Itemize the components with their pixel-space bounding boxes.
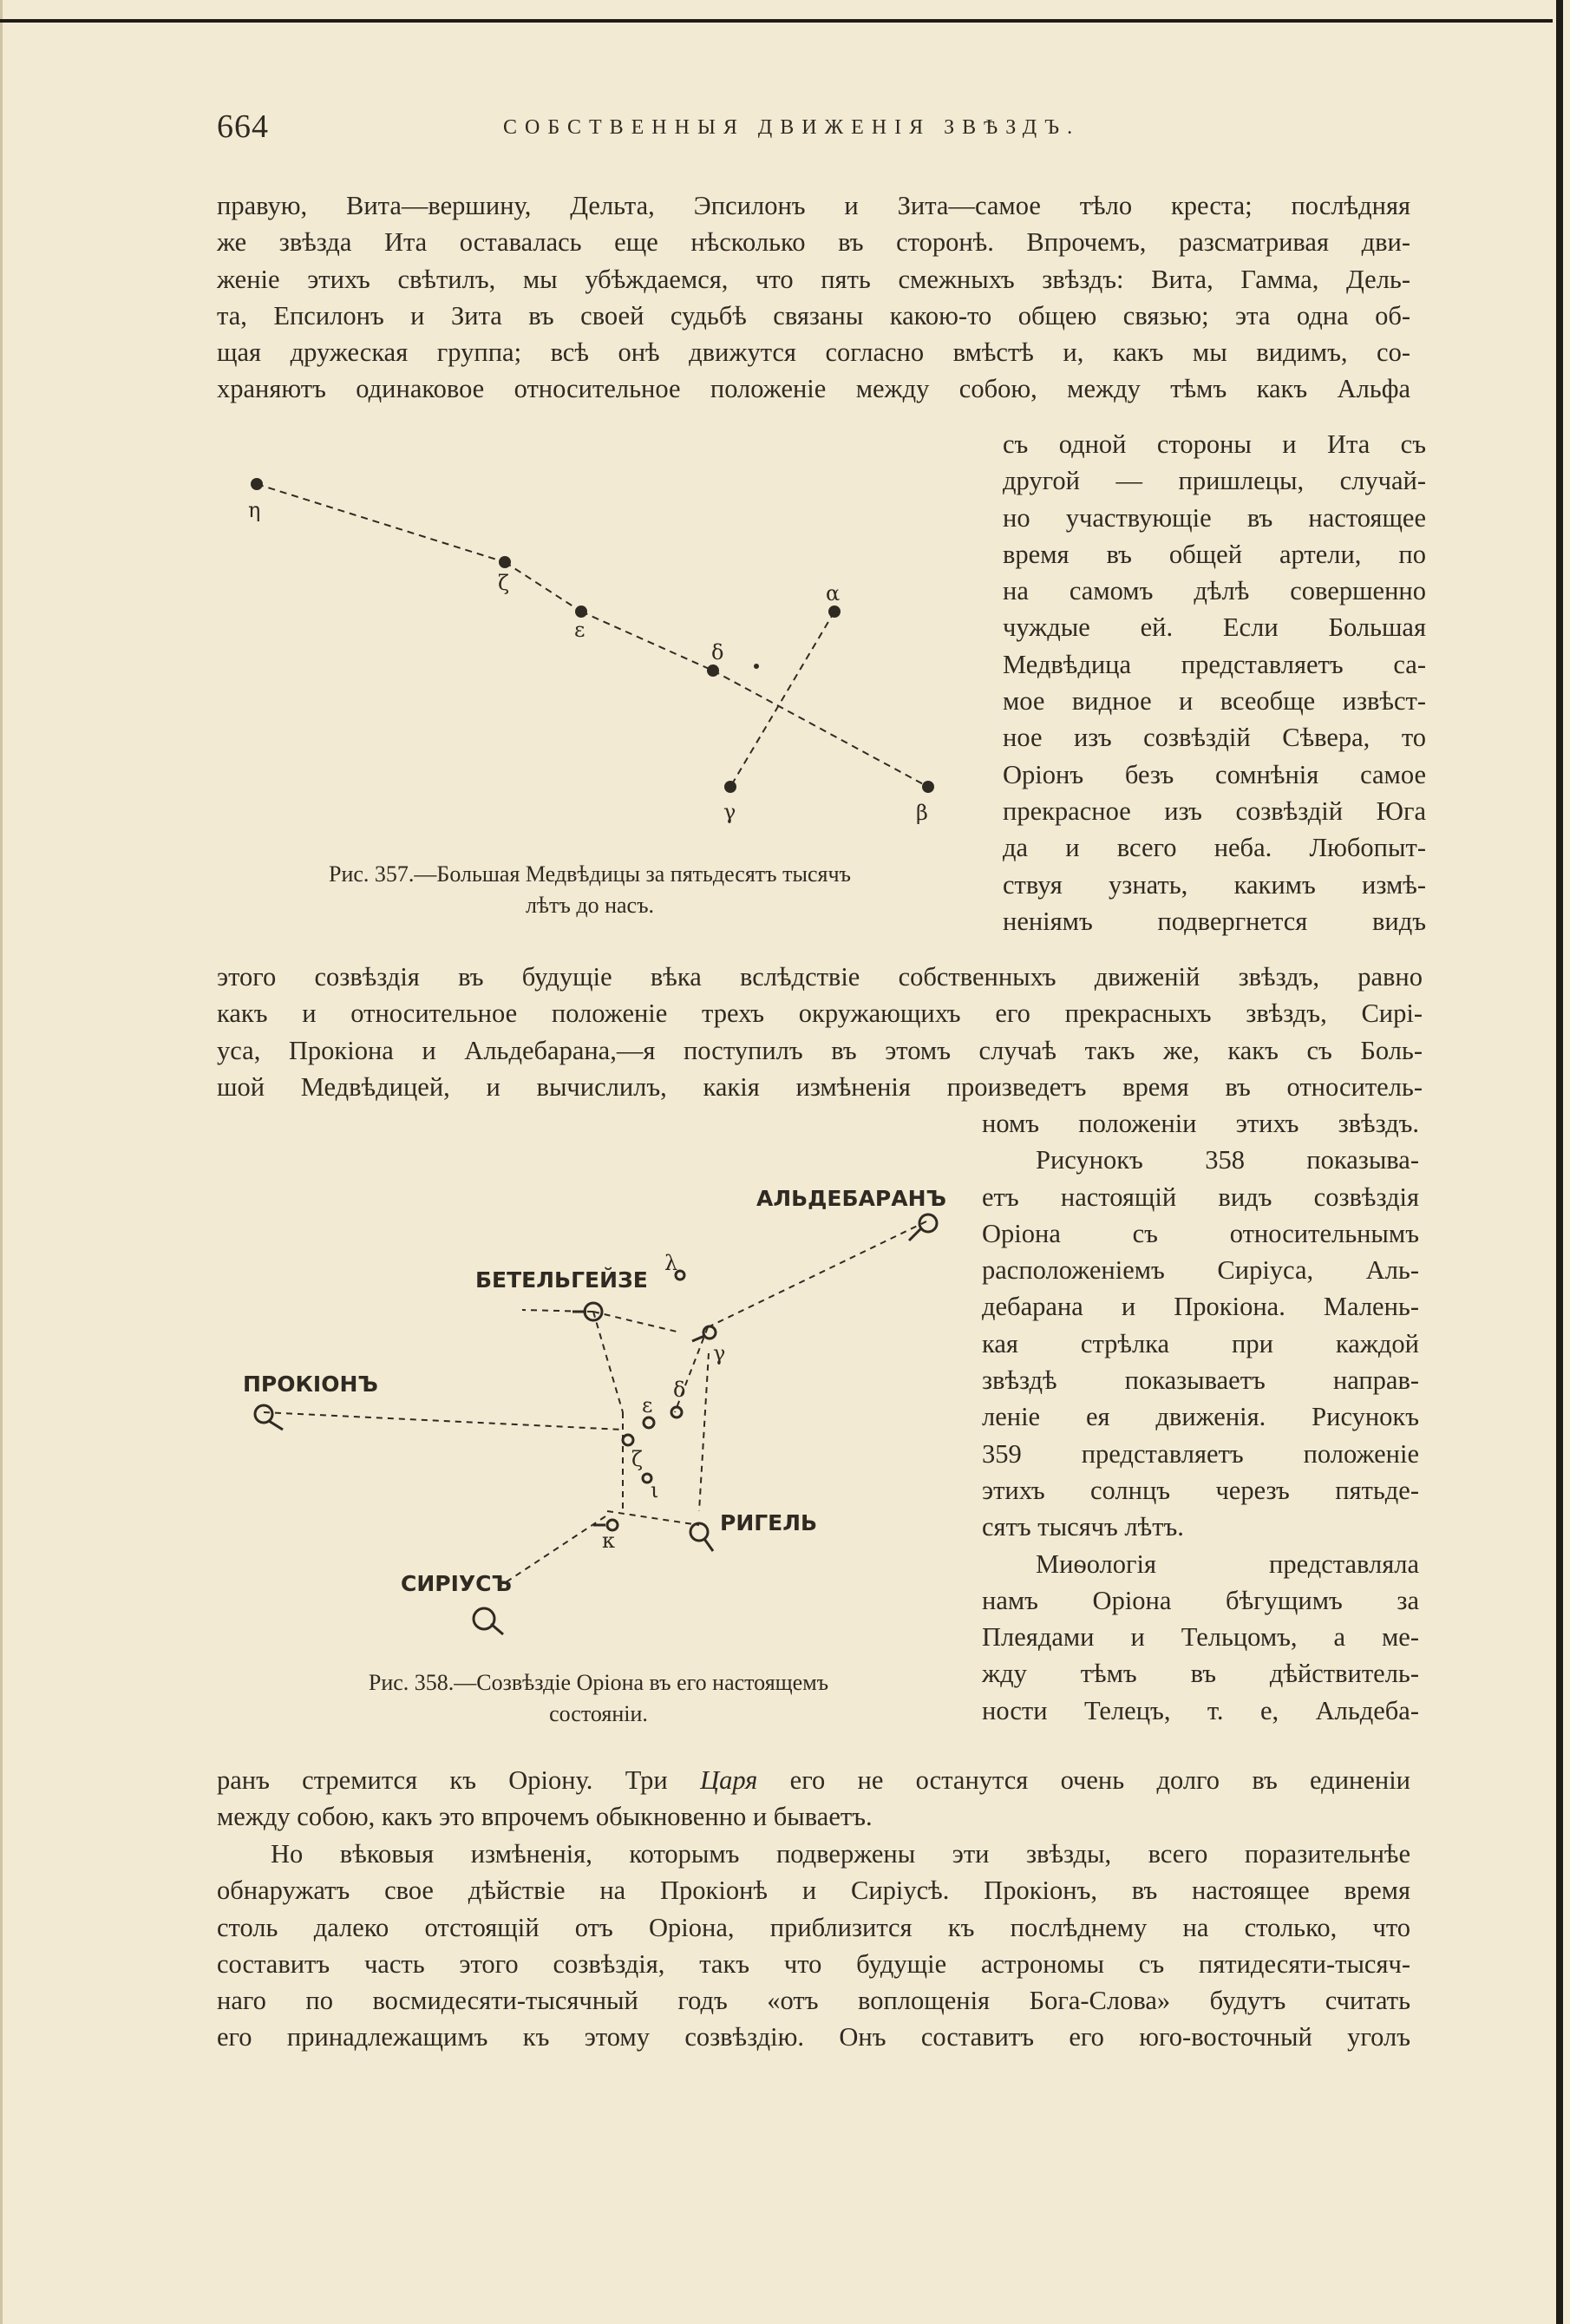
label-zeta: ζ — [631, 1447, 644, 1471]
text-line: намъ Оріона бѣгущимъ за — [982, 1585, 1419, 1615]
label-aldebaran: АЛЬДЕБАРАНЪ — [756, 1186, 946, 1211]
text-line: уса, Прокіона и Альдебарана,—я поступилъ въ этомъ случаѣ такъ же, какъ съ Боль- — [217, 1035, 1423, 1065]
paragraph-3-full-width — [217, 1762, 1410, 1836]
text-line: ности Телецъ, т. е, Альдеба- — [982, 1695, 1419, 1725]
text-line: сятъ тысячъ лѣтъ. — [982, 1512, 1184, 1542]
text-line: съ одной стороны и Ита съ — [1003, 429, 1426, 459]
star-delta — [671, 1407, 682, 1417]
text-line: какъ и относительное положеніе трехъ окружающихъ его прекрасныхъ звѣздъ, Сиpі- — [217, 998, 1423, 1029]
label-gamma: γ — [713, 1341, 726, 1365]
text-line: етъ настоящій видъ созвѣздія — [982, 1182, 1419, 1212]
text-line: мое видное и всеобще извѣст- — [1003, 686, 1426, 717]
text-line: но участвующіе въ настоящее — [1003, 502, 1426, 533]
label-procyon: ПРОКІОНЪ — [243, 1371, 378, 1397]
star-rigel — [690, 1523, 708, 1541]
text-line: обнаружатъ свое дѣйствіе на Прокіонѣ и Сиріусѣ. Прокіонъ, въ настоящее время — [217, 1876, 1410, 1906]
text-line: жду тѣмъ въ дѣйствитель- — [982, 1659, 1419, 1689]
text-line: столь далеко отстоящій отъ Оріона, приблизится къ послѣднему на столько, что — [217, 1912, 1410, 1942]
label-iota: ι — [651, 1478, 659, 1502]
page-edge-top — [0, 19, 1553, 23]
figure-357-ursa-major — [217, 451, 963, 859]
label-delta: δ — [711, 640, 724, 664]
text-line: шой Медвѣдицей, и вычислилъ, какія измѣненія произведетъ время въ относитель- — [217, 1071, 1423, 1102]
page-edge-right — [1556, 0, 1563, 2324]
text-line: храняютъ одинаковое относительное положеніе между собою, между тѣмъ какъ Альфа — [217, 374, 1410, 404]
label-eta: η — [248, 498, 261, 522]
text-line: же звѣзда Ита оставалась еще нѣсколько въ сторонѣ. Впрочемъ, разсматривая дви- — [217, 227, 1410, 258]
faint-star — [754, 664, 759, 669]
caption-line: Рис. 358.—Созвѣздіе Оріона въ его настоящемъ — [368, 1670, 829, 1695]
star-eta — [251, 478, 263, 490]
text-run: его не останутся очень долго въ единеніи — [757, 1765, 1410, 1795]
label-epsilon: ε — [574, 618, 585, 642]
text-italic: Царя — [700, 1765, 758, 1795]
label-delta: δ — [673, 1378, 686, 1402]
text-line: Оріонъ безъ сомнѣнія самое — [1003, 759, 1426, 789]
text-line: ствуя узнать, какимъ измѣ- — [1003, 869, 1426, 900]
orion-diagram — [234, 1180, 971, 1657]
label-gamma: γ — [723, 800, 736, 824]
text-line: чуждые ей. Если Большая — [1003, 612, 1426, 643]
text-line: составитъ часть этого созвѣздія, такъ что будущіе астрономы съ пятидесяти-тысяч- — [217, 1948, 1410, 1979]
text-line: этого созвѣздія въ будущіе вѣка вслѣдствіе собственныхъ движеній звѣздъ, равно — [217, 962, 1423, 992]
paragraph-1-side-column — [1003, 426, 1426, 939]
text-line: Но вѣковыя измѣненія, которымъ подвержены эти звѣзды, всего поразительнѣе — [271, 1839, 1410, 1869]
page-number: 664 — [217, 108, 269, 145]
text-line: Оріона съ относительнымъ — [982, 1218, 1419, 1248]
text-line: между собою, какъ это впрочемъ обыкновенно и бываетъ. — [217, 1802, 873, 1832]
star-epsilon — [644, 1417, 654, 1428]
running-title: СОБСТВЕННЫЯ ДВИЖЕНІЯ ЗВѢЗДЪ. — [503, 116, 1081, 139]
star-zeta — [499, 556, 511, 568]
text-line: расположеніемъ Сиріуса, Аль- — [982, 1255, 1419, 1286]
label-betelgeuse: БЕТЕЛЬГЕЙЗЕ — [475, 1267, 648, 1293]
text-line: женіе этихъ свѣтилъ, мы убѣждаемся, что пять смежныхъ звѣздъ: Вита, Гамма, Дель- — [217, 264, 1410, 294]
text-line: да и всего неба. Любопыт- — [1003, 833, 1426, 863]
caption-line: лѣтъ до насъ. — [525, 893, 655, 918]
label-beta: β — [916, 801, 928, 825]
label-sirius: СИРІУСЪ — [401, 1571, 513, 1596]
label-epsilon: ε — [642, 1393, 653, 1417]
text-line: Рисунокъ 358 показыва- — [1036, 1145, 1419, 1175]
star-gamma — [724, 781, 736, 793]
text-line: прекрасное изъ созвѣздій Юга — [1003, 795, 1426, 826]
text-line: дебарана и Прокіона. Малень- — [982, 1292, 1419, 1322]
text-line: щая дружеская группа; всѣ онѣ движутся согласно вмѣстѣ и, какъ мы видимъ, со- — [217, 337, 1410, 368]
star-epsilon — [575, 606, 587, 618]
star-delta — [707, 664, 719, 677]
paragraph-1-full-width-2 — [217, 959, 1423, 1105]
text-run: ранъ стремится къ Оріону. Три — [217, 1765, 701, 1795]
text-line: Плеядами и Тельцомъ, а ме- — [982, 1622, 1419, 1653]
label-kappa: κ — [602, 1529, 615, 1553]
caption-line: Рис. 357.—Большая Медвѣдицы за пятьдесятъ тысячъ — [329, 861, 851, 887]
page-header — [217, 108, 1414, 151]
star-alpha — [828, 606, 841, 618]
paragraph-4 — [217, 1836, 1410, 2056]
label-alpha: α — [826, 581, 841, 606]
star-beta — [922, 781, 934, 793]
text-line: та, Епсилонъ и Зита въ своей судьбѣ связаны какою-то общею связью; эта одна об- — [217, 300, 1410, 331]
text-line: ное изъ созвѣздій Сѣвера, то — [1003, 723, 1426, 753]
star-sirius — [474, 1608, 494, 1629]
figure-358-caption — [260, 1667, 937, 1730]
text-line: наго по восмидесяти-тысячный годъ «отъ воплощенія Бога-Слова» будутъ считать — [217, 1986, 1410, 2016]
text-line — [217, 1762, 1410, 1798]
paragraph-1-full-width — [217, 187, 1410, 408]
text-line: 359 представляетъ положеніе — [982, 1438, 1419, 1469]
label-lambda: λ — [664, 1251, 678, 1275]
text-line: его принадлежащимъ къ этому созвѣздію. Онъ составитъ его юго-восточный уголъ — [217, 2022, 1410, 2052]
text-line: Медвѣдица представляетъ са- — [1003, 649, 1426, 679]
page-edge-left — [0, 0, 3, 2324]
paragraph-2-side-column — [982, 1105, 1419, 1729]
figure-358-orion — [234, 1180, 971, 1657]
text-line: на самомъ дѣлѣ совершенно — [1003, 576, 1426, 606]
text-line: другой — пришлецы, случай- — [1003, 466, 1426, 496]
caption-line: состояніи. — [549, 1701, 648, 1726]
text-line: этихъ солнцъ черезъ пятьде- — [982, 1475, 1419, 1505]
text-line: Миѳологія представляла — [1036, 1548, 1419, 1579]
text-line: кая стрѣлка при каждой — [982, 1328, 1419, 1358]
star-zeta — [623, 1435, 633, 1445]
ursa-major-diagram — [217, 451, 963, 859]
text-line: неніямъ подвергнется видъ — [1003, 906, 1426, 936]
text-line: леніе ея движенія. Рисунокъ — [982, 1402, 1419, 1432]
figure-357-caption — [226, 859, 954, 921]
text-line: время въ общей артели, по — [1003, 539, 1426, 569]
label-rigel: РИГЕЛЬ — [720, 1510, 818, 1535]
label-zeta: ζ — [498, 571, 510, 595]
text-line: номъ положеніи этихъ звѣздъ. — [982, 1109, 1419, 1138]
text-line: звѣздѣ показываетъ направ- — [982, 1365, 1419, 1396]
text-line: правую, Вита—вершину, Дельта, Эпсилонъ и Зита—самое тѣло креста; послѣдняя — [217, 191, 1410, 220]
